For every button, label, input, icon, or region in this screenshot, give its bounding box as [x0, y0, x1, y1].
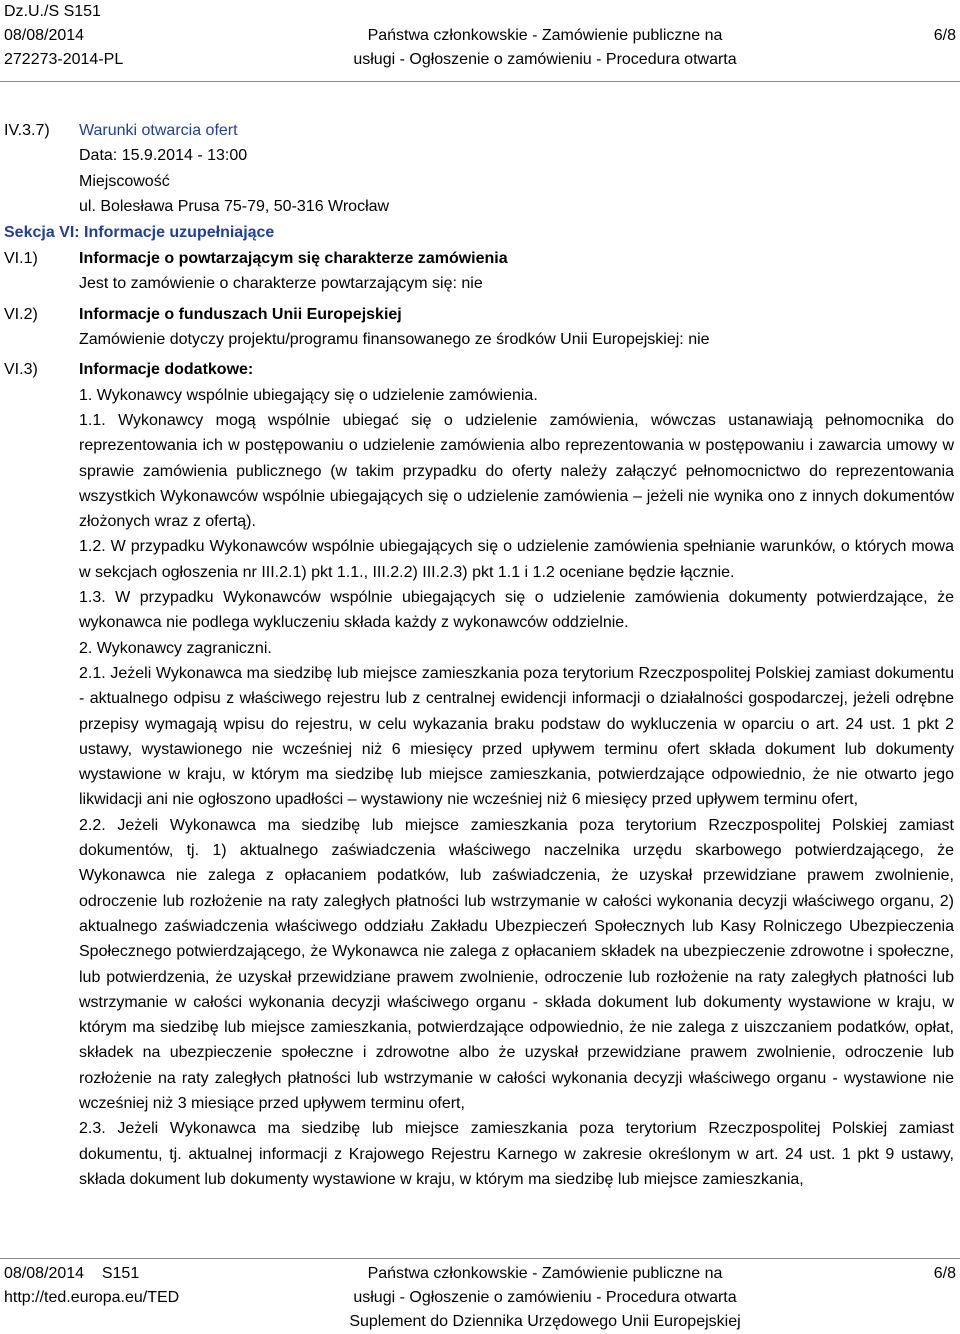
section-number: VI.3) — [4, 361, 38, 379]
footer-title-line1: Państwa członkowskie - Zamówienie publiczne na — [367, 1265, 723, 1282]
footer-series: S151 — [101, 1265, 140, 1282]
section-vi-1 — [0, 246, 960, 297]
paragraph: 2.2. Jeżeli Wykonawca ma siedzibę lub miejsce zamieszkania poza terytorium Rzeczpospolitej Polskiej zamiast dokumentów, tj. 1) aktualnego zaświadczenia właściwego naczelnika urzędu skarbowego potwierdzającego, że Wykonawca nie zalega z opłacaniem podatków, lub zaświadczenia, że uzyskał przewidziane prawem zwolnienie, odroczenie lub rozłożenie na raty zaległych płatności lub wstrzymanie w całości wykonania decyzji właściwego organu, 2) aktualnego zaświadczenia właściwego oddziału Zakładu Ubezpieczeń Społecznych lub Kasy Rolniczego Ubezpieczenia Społecznego potwierdzającego, że Wykonawca nie zalega z opłacaniem składek na ubezpieczenie zdrowotne i społeczne, lub potwierdzenia, że uzyskał przewidziane prawem zwolnienie, odroczenie lub rozłożenie na raty zaległych płatności lub wstrzymanie w całości wykonania decyzji właściwego organu - składa dokument lub dokumenty wystawione w kraju, w którym ma siedzibę lub miejsce zamieszkania, potwierdzające odpowiednio, że nie zalega z uiszczaniem podatków, opłat, składek na ubezpieczenie społeczne i zdrowotne albo że uzyskał przewidziane prawem zwolnienie, odroczenie lub rozłożenie na raty zaległych płatności lub wstrzymanie w całości wykonania decyzji właściwego organu - wystawione nie wcześniej niż 3 miesiące przed upływem terminu ofert, — [79, 816, 954, 1112]
footer-divider — [0, 1258, 960, 1259]
section-title: Informacje o powtarzającym się charakterze zamówienia — [79, 250, 508, 268]
header-divider — [0, 81, 960, 82]
footer-center — [0, 1262, 960, 1334]
paragraph: 2.3. Jeżeli Wykonawca ma siedzibę lub miejsce zamieszkania poza terytorium Rzeczpospolitej Polskiej zamiast dokumentu, tj. aktualnej informacji z Krajowego Rejestru Karnego w zakresie określonym w art. 24 ust. 1 pkt 9 ustawy, składa dokument lub dokumenty wystawione w kraju, w którym ma siedzibę lub miejsce zamieszkania, — [79, 1120, 954, 1188]
page-header — [0, 0, 960, 72]
section-number: VI.2) — [4, 305, 38, 323]
header-ref: 272273-2014-PL — [4, 51, 124, 68]
footer-ted-link[interactable]: http://ted.europa.eu/TED — [4, 1289, 180, 1306]
paragraph: 2. Wykonawcy zagraniczni. — [79, 639, 272, 657]
section-title: Informacje dodatkowe: — [79, 361, 254, 379]
paragraph: 1.2. W przypadku Wykonawców wspólnie ubiegających się o udzielenie zamówienia spełnianie warunków, o których mowa w sekcjach ogłoszenia nr III.2.1) pkt 1.1., III.2.2) III.2.3) pkt 1.1 i 1.2 oceniane będzie łącznie. — [79, 538, 954, 581]
footer-title-line2: usługi - Ogłoszenie o zamówieniu - Procedura otwarta — [353, 1289, 737, 1306]
place-address: ul. Bolesława Prusa 75-79, 50-316 Wrocław — [79, 197, 390, 215]
section-vi-heading: Sekcja VI: Informacje uzupełniające — [4, 224, 275, 242]
footer-title-line3: Suplement do Dziennika Urzędowego Unii Europejskiej — [349, 1313, 741, 1330]
header-journal: Dz.U./S S151 — [4, 3, 101, 20]
header-page-number: 6/8 — [933, 27, 956, 44]
opening-date: Data: 15.9.2014 - 13:00 — [79, 147, 248, 165]
header-title-line1: Państwa członkowskie - Zamówienie publiczne na — [367, 27, 723, 44]
section-vi-2 — [0, 302, 960, 353]
section-text: Zamówienie dotyczy projektu/programu finansowanego ze środków Unii Europejskiej: nie — [79, 331, 710, 349]
footer-date: 08/08/2014 — [4, 1265, 85, 1282]
section-number: IV.3.7) — [4, 122, 50, 139]
paragraph: 2.1. Jeżeli Wykonawca ma siedzibę lub miejsce zamieszkania poza terytorium Rzeczpospolitej Polskiej zamiast dokumentu - aktualnego odpisu z właściwego rejestru lub z centralnej ewidencji informacji o działalności gospodarczej, jeżeli odrębne przepisy wymagają wpisu do rejestru, w celu wykazania braku podstaw do wykluczenia w oparciu o art. 24 ust. 1 pkt 2 ustawy, wystawionego nie wcześniej niż 6 miesięcy przed upływem terminu ofert składa dokument lub dokumenty wystawione w kraju, w którym ma siedzibę lub miejsce zamieszkania, potwierdzające odpowiednio, że nie otwarto jego likwidacji ani nie ogłoszono upadłości – wystawiony nie wcześniej niż 6 miesięcy przed upływem terminu ofert, — [79, 664, 954, 809]
header-date: 08/08/2014 — [4, 27, 85, 44]
section-text: Jest to zamówienie o charakterze powtarzającym się: nie — [79, 275, 483, 293]
paragraph: 1.3. W przypadku Wykonawców wspólnie ubiegających się o udzielenie zamówienia dokumenty potwierdzające, że wykonawca nie podlega wykluczeniu składa każdy z wykonawców oddzielnie. — [79, 589, 954, 632]
section-title: Warunki otwarcia ofert — [79, 122, 238, 139]
document-body — [0, 118, 960, 1192]
section-iv-3-7 — [0, 118, 960, 219]
paragraph: 1. Wykonawcy wspólnie ubiegający się o udzielenie zamówienia. — [79, 386, 538, 404]
section-vi-3 — [0, 357, 960, 1192]
header-title-line2: usługi - Ogłoszenie o zamówieniu - Procedura otwarta — [353, 51, 737, 68]
page-footer — [0, 1262, 960, 1334]
footer-page-number: 6/8 — [933, 1265, 956, 1282]
paragraph: 1.1. Wykonawcy mogą wspólnie ubiegać się o udzielenie zamówienia, wówczas ustanawiają pełnomocnika do reprezentowania ich w postępowaniu o udzielenie zamówienia albo reprezentowania w postępowaniu i zawarcia umowy w sprawie zamówienia publicznego (w takim przypadku do oferty należy załączyć pełnomocnictwo do reprezentowania wszystkich Wykonawców wspólnie ubiegających się o udzielenie zamówienia – jeżeli nie wynika ono z innych dokumentów złożonych wraz z ofertą). — [79, 411, 954, 531]
section-number: VI.1) — [4, 250, 38, 268]
header-center — [0, 24, 960, 72]
place-label: Miejscowość — [79, 172, 170, 190]
section-title: Informacje o funduszach Unii Europejskiej — [79, 305, 402, 323]
